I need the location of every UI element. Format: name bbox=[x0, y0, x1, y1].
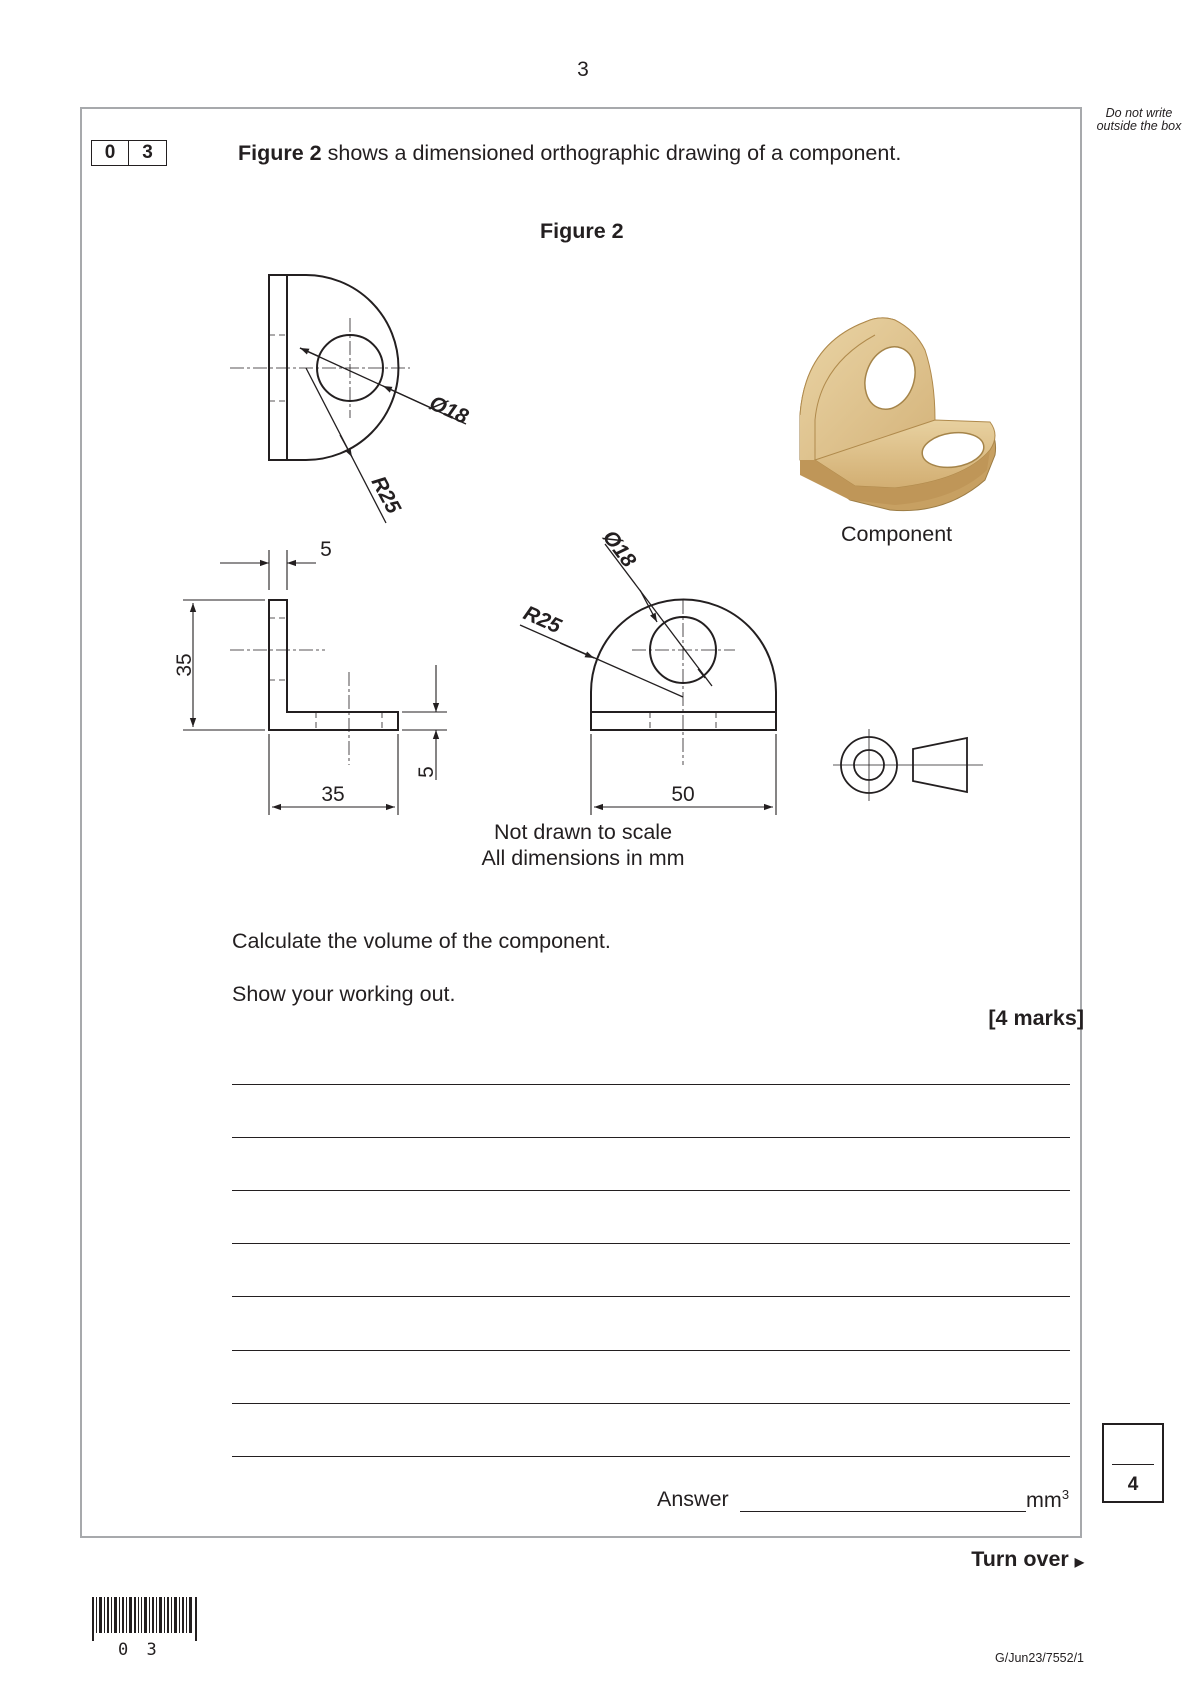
instruction-calculate: Calculate the volume of the component. bbox=[232, 929, 611, 953]
mark-box-line bbox=[1112, 1464, 1154, 1465]
barcode bbox=[92, 1597, 200, 1641]
triangle-right-icon: ▶ bbox=[1074, 1555, 1084, 1569]
turn-over bbox=[971, 1547, 1084, 1572]
dim-length-side: 35 bbox=[321, 783, 345, 806]
answer-line[interactable] bbox=[232, 1137, 1070, 1138]
instruction-working: Show your working out. bbox=[232, 982, 456, 1006]
dim-width-front: 50 bbox=[671, 783, 695, 806]
top-view bbox=[230, 275, 466, 523]
marks-label: [4 marks] bbox=[988, 1006, 1084, 1030]
unit-power: 3 bbox=[1061, 1487, 1070, 1502]
answer-line[interactable] bbox=[232, 1084, 1070, 1085]
component-3d-image bbox=[795, 310, 1000, 515]
mark-box bbox=[1102, 1423, 1164, 1503]
answer-line[interactable] bbox=[232, 1456, 1070, 1457]
answer-line[interactable] bbox=[232, 1190, 1070, 1191]
unit-text: mm bbox=[1026, 1488, 1062, 1513]
answer-line[interactable] bbox=[232, 1350, 1070, 1351]
dim-thickness-top: 5 bbox=[320, 538, 332, 561]
side-view bbox=[183, 550, 447, 815]
answer-line[interactable] bbox=[232, 1403, 1070, 1404]
answer-line[interactable] bbox=[232, 1243, 1070, 1244]
dim-radius-top: R25 bbox=[366, 472, 405, 518]
units-note: All dimensions in mm bbox=[481, 846, 685, 870]
stem-text: shows a dimensioned orthographic drawing of a component. bbox=[321, 141, 902, 165]
answer-field[interactable] bbox=[740, 1511, 1026, 1512]
question-number-digit: 3 bbox=[129, 140, 167, 166]
turn-over-text: Turn over bbox=[971, 1547, 1069, 1571]
question-number-digit: 0 bbox=[91, 140, 129, 166]
barcode-number: 0 3 bbox=[118, 1640, 161, 1660]
projection-symbol bbox=[833, 729, 983, 801]
answer-label: Answer bbox=[657, 1487, 729, 1511]
answer-line[interactable] bbox=[232, 1296, 1070, 1297]
dim-hole-top: Ø18 bbox=[425, 391, 472, 429]
dim-radius-front: R25 bbox=[519, 601, 565, 639]
page-number: 3 bbox=[577, 58, 589, 81]
mark-box-total: 4 bbox=[1127, 1474, 1139, 1495]
figure-title: Figure 2 bbox=[540, 219, 624, 243]
component-label: Component bbox=[841, 522, 953, 546]
dim-thickness-base: 5 bbox=[415, 766, 438, 778]
stem-figure-ref: Figure 2 bbox=[238, 141, 322, 165]
front-view bbox=[520, 544, 776, 815]
scale-note: Not drawn to scale bbox=[493, 820, 673, 844]
dim-height-side: 35 bbox=[173, 653, 196, 677]
paper-code: G/Jun23/7552/1 bbox=[995, 1651, 1084, 1665]
margin-note: Do not write outside the box bbox=[1096, 106, 1182, 133]
answer-unit bbox=[1026, 1487, 1069, 1513]
dim-hole-front: Ø18 bbox=[598, 526, 641, 572]
